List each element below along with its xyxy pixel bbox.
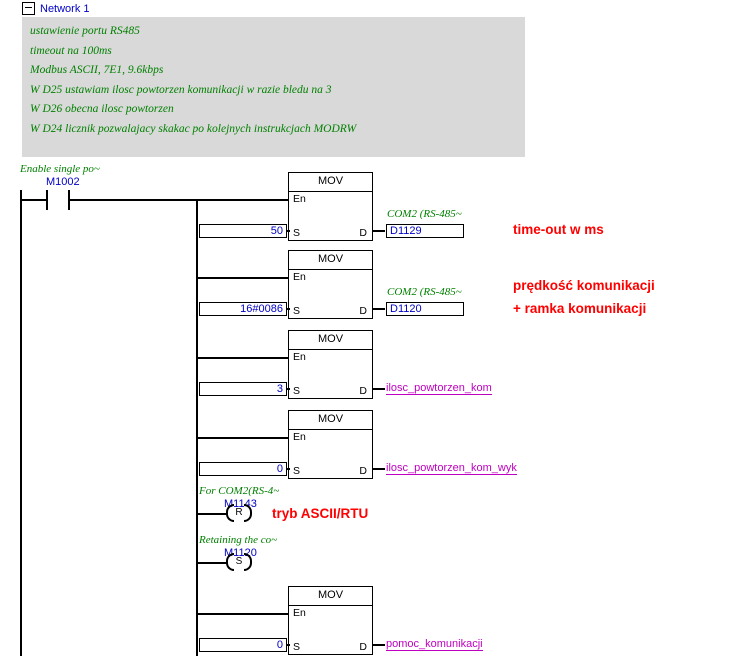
- comment-line: W D25 ustawiam ilosc powtorzen komunikacji w razie bledu na 3: [30, 83, 332, 96]
- comment-line: ustawienie portu RS485: [30, 25, 140, 37]
- pin-s: S: [293, 227, 301, 239]
- dest-wire: [373, 388, 385, 390]
- mov-block-1[interactable]: [288, 172, 373, 241]
- mov-block-2[interactable]: [288, 250, 373, 319]
- pin-en: En: [293, 607, 306, 619]
- coil-address-1: M1143: [224, 498, 257, 510]
- dest-wire: [373, 230, 385, 232]
- dest-wire: [373, 308, 385, 310]
- source-wire: [286, 388, 290, 390]
- block-title: MOV: [317, 175, 344, 187]
- source-operand-1[interactable]: 50: [199, 224, 287, 238]
- rung-wire: [20, 199, 48, 201]
- block-title: MOV: [317, 589, 344, 601]
- annotation-1: time-out w ms: [513, 222, 604, 237]
- block-title: MOV: [317, 413, 344, 425]
- block-divider: [289, 191, 372, 192]
- coil-reset-m1143[interactable]: [226, 504, 252, 522]
- pin-en: En: [293, 193, 306, 205]
- dest-wire: [373, 644, 385, 646]
- dest-comment-1: COM2 (RS-485~: [387, 208, 462, 220]
- pin-s: S: [293, 641, 301, 653]
- branch-bus: [196, 199, 198, 656]
- rung-wire: [196, 513, 227, 515]
- mov-block-3[interactable]: [288, 330, 373, 399]
- dest-wire: [373, 468, 385, 470]
- rung-wire: [196, 277, 290, 279]
- dest-symbol-3[interactable]: ilosc_powtorzen_kom: [386, 382, 492, 394]
- comment-line: timeout na 100ms: [30, 44, 112, 57]
- source-wire: [286, 230, 290, 232]
- block-divider: [289, 269, 372, 270]
- rung-wire: [196, 613, 290, 615]
- dest-operand-1[interactable]: D1129: [386, 224, 464, 238]
- comment-line: W D24 licznik pozwalajacy skakac po kolejnych instrukcjach MODRW: [30, 122, 357, 135]
- mov-block-5[interactable]: [288, 586, 373, 655]
- comment-line: Modbus ASCII, 7E1, 9.6kbps: [30, 64, 164, 76]
- source-operand-4[interactable]: 0: [199, 462, 287, 476]
- coil-address-2: M1120: [224, 547, 257, 559]
- coil-comment-2: Retaining the co~: [199, 534, 278, 546]
- network-label: Network 1: [40, 2, 90, 15]
- pin-d: D: [359, 465, 367, 477]
- block-divider: [289, 429, 372, 430]
- minus-square-icon[interactable]: [22, 2, 35, 15]
- source-operand-2[interactable]: 16#0086: [199, 302, 287, 316]
- dest-symbol-4[interactable]: ilosc_powtorzen_kom_wyk: [386, 462, 517, 474]
- network-header[interactable]: [22, 2, 90, 15]
- annotation-2b: + ramka komunikacji: [513, 301, 647, 316]
- pin-en: En: [293, 271, 306, 283]
- coil-type-letter: R: [235, 507, 243, 518]
- coil-set-m1120[interactable]: [226, 553, 252, 571]
- block-title: MOV: [317, 333, 344, 345]
- rung-wire: [70, 199, 298, 201]
- pin-d: D: [359, 385, 367, 397]
- pin-s: S: [293, 385, 301, 397]
- pin-s: S: [293, 465, 301, 477]
- block-divider: [289, 349, 372, 350]
- source-wire: [286, 308, 290, 310]
- source-operand-5[interactable]: 0: [199, 638, 287, 652]
- block-title: MOV: [317, 253, 344, 265]
- coil-type-letter: S: [235, 556, 243, 567]
- annotation-2a: prędkość komunikacji: [513, 278, 655, 293]
- block-divider: [289, 605, 372, 606]
- dest-comment-2: COM2 (RS-485~: [387, 286, 462, 298]
- annotation-coil-1: tryb ASCII/RTU: [272, 506, 369, 521]
- source-wire: [286, 644, 290, 646]
- network-comment-box[interactable]: [22, 17, 525, 157]
- dest-operand-2[interactable]: D1120: [386, 302, 464, 316]
- rung-wire: [196, 437, 290, 439]
- rung-wire: [196, 562, 227, 564]
- pin-d: D: [359, 305, 367, 317]
- pin-s: S: [293, 305, 301, 317]
- left-power-rail: [20, 190, 22, 656]
- dest-symbol-5[interactable]: pomoc_komunikacji: [386, 638, 483, 650]
- contact-address: M1002: [46, 176, 80, 188]
- rung-wire: [196, 357, 290, 359]
- pin-en: En: [293, 351, 306, 363]
- coil-comment-1: For COM2(RS-4~: [199, 485, 280, 497]
- source-operand-3[interactable]: 3: [199, 382, 287, 396]
- comment-line: W D26 obecna ilosc powtorzen: [30, 103, 174, 115]
- contact-comment: Enable single po~: [20, 163, 100, 175]
- mov-block-4[interactable]: [288, 410, 373, 479]
- pin-en: En: [293, 431, 306, 443]
- pin-d: D: [359, 227, 367, 239]
- source-wire: [286, 468, 290, 470]
- pin-d: D: [359, 641, 367, 653]
